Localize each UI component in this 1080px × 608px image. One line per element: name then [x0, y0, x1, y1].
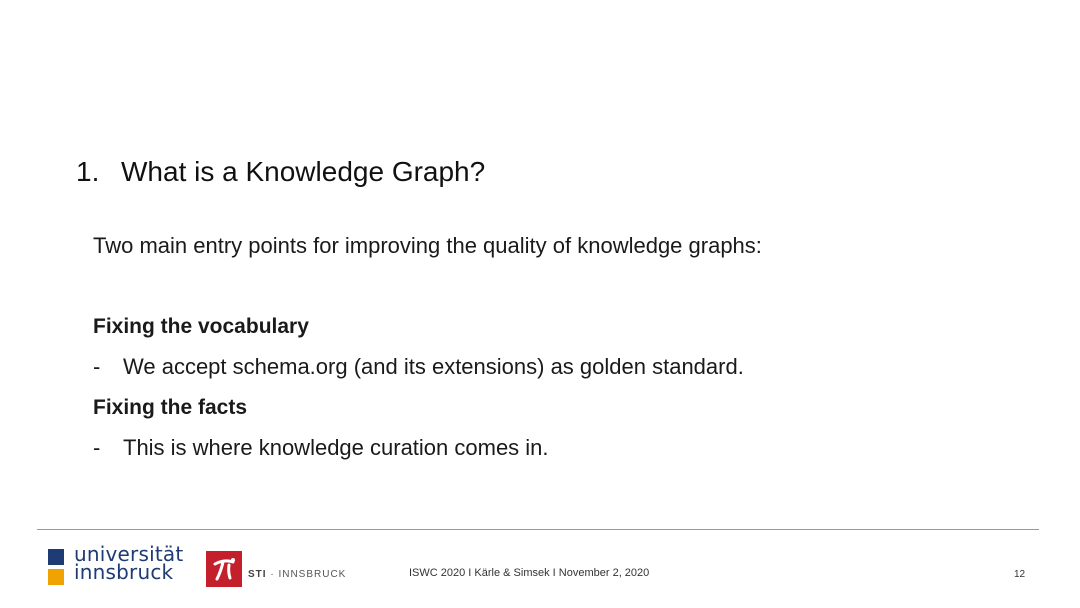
- bullet-vocabulary: [93, 351, 744, 383]
- uibk-square-orange: [48, 569, 64, 585]
- slide-title: [76, 153, 485, 191]
- uibk-line1: universität: [74, 542, 184, 566]
- footer-divider: [37, 529, 1039, 530]
- bullet-dash: -: [93, 354, 101, 379]
- uibk-square-blue: [48, 549, 64, 565]
- bullet-dash: -: [93, 435, 101, 460]
- page-number: 12: [1014, 569, 1026, 580]
- sti-bold: STI: [248, 569, 267, 580]
- footer-citation: ISWC 2020 I Kärle & Simsek I November 2, 2020: [409, 567, 650, 579]
- bullet-facts: [93, 432, 549, 464]
- title-number: 1.: [76, 156, 100, 187]
- intro-text: Two main entry points for improving the quality of knowledge graphs:: [93, 233, 762, 258]
- sti-wordmark: [248, 569, 346, 580]
- title-text: What is a Knowledge Graph?: [121, 156, 486, 187]
- sti-logo-icon: [206, 551, 242, 587]
- bullet-text: We accept schema.org (and its extensions) as golden standard.: [123, 354, 744, 379]
- section-heading-facts: Fixing the facts: [93, 396, 248, 419]
- sti-rest: · INNSBRUCK: [266, 569, 347, 580]
- bullet-text: This is where knowledge curation comes in.: [123, 435, 549, 460]
- section-heading-vocabulary: Fixing the vocabulary: [93, 315, 309, 338]
- uibk-wordmark: [74, 542, 184, 584]
- uibk-logo: [48, 542, 198, 589]
- uibk-line2: innsbruck: [74, 560, 174, 584]
